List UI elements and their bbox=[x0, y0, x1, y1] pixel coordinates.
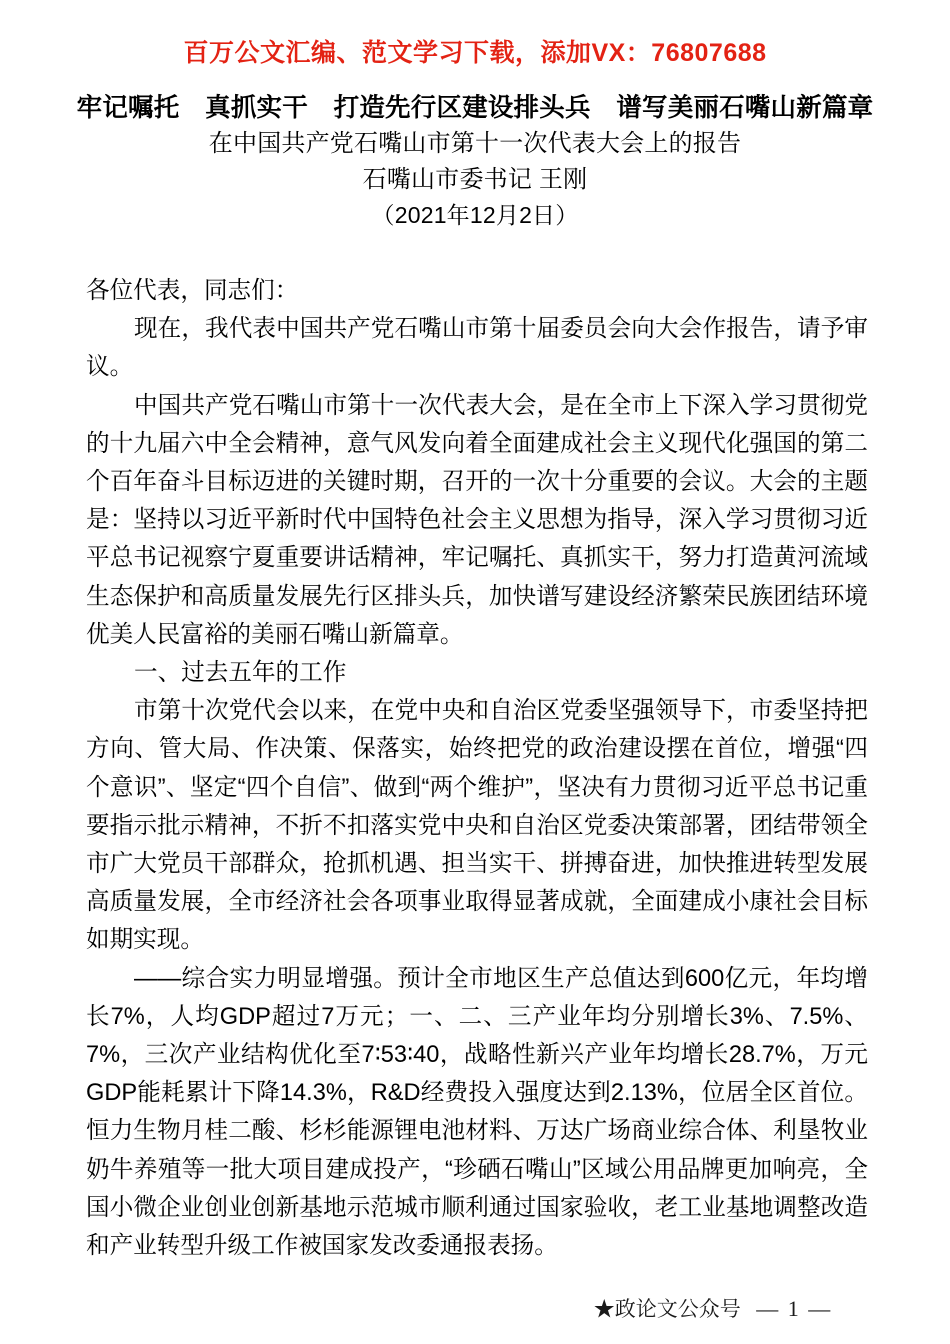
body-paragraph: 市第十次党代会以来，在党中央和自治区党委坚强领导下，市委坚持把方向、管大局、作决策、保落实，始终把党的政治建设摆在首位，增强“四个意识”、坚定“四个自信”、做到“两个维护”，坚决有力贯彻习近平总书记重要指示批示精神，不折不扣落实党中央和自治区党委决策部署，团结带领全市广大党员干部群众，抢抓机遇、担当实干、拼搏奋进，加快推进转型发展高质量发展，全市经济社会各项事业取得显著成就，全面建成小康社会目标如期实现。 bbox=[86, 698, 868, 954]
body-paragraph: 中国共产党石嘴山市第十一次代表大会，是在全市上下深入学习贯彻党的十九届六中全会精神，意气风发向着全面建成社会主义现代化强国的第二个百年奋斗目标迈进的关键时期，召开的一次十分重要的会议。大会的主题是：坚持以习近平新时代中国特色社会主义思想为指导，深入学习贯彻习近平总书记视察宁夏重要讲话精神，牢记嘱托、真抓实干，努力打造黄河流域生态保护和高质量发展先行区排头兵，加快谱写建设经济繁荣民族团结环境优美人民富裕的美丽石嘴山新篇章。 bbox=[86, 392, 868, 648]
page-footer bbox=[0, 1296, 950, 1322]
page-number: — 1 — bbox=[756, 1296, 833, 1321]
title-block bbox=[0, 90, 950, 234]
section-heading: 一、过去五年的工作 bbox=[134, 660, 347, 687]
body-paragraph: 现在，我代表中国共产党石嘴山市第十届委员会向大会作报告，请予审议。 bbox=[86, 316, 868, 381]
footer-watermark: ★政论文公众号 bbox=[593, 1297, 741, 1321]
salutation: 各位代表，同志们： bbox=[86, 278, 299, 304]
document-title: 牢记嘱托 真抓实干 打造先行区建设排头兵 谱写美丽石嘴山新篇章 bbox=[76, 94, 874, 122]
promo-banner-text: 百万公文汇编、范文学习下载，添加VX：76807688 bbox=[183, 39, 767, 67]
footer-inner bbox=[594, 1296, 833, 1322]
document-subtitle: 在中国共产党石嘴山市第十一次代表大会上的报告 bbox=[208, 130, 742, 157]
document-date: （2021年12月2日） bbox=[371, 202, 579, 228]
document-body bbox=[86, 272, 868, 1265]
document-author: 石嘴山市委书记 王刚 bbox=[362, 166, 588, 193]
body-paragraph: ——综合实力明显增强。预计全市地区生产总值达到600亿元，年均增长7%，人均GDP超过7万元；一、二、三产业年均分别增长3%、7.5%、7%，三次产业结构优化至7∶53∶40，战略性新兴产业年均增长28.7%，万元GDP能耗累计下降14.3%，R&D经费投入强度达到2.13%，位居全区首位。恒力生物月桂二酸、杉杉能源锂电池材料、万达广场商业综合体、利垦牧业奶牛养殖等一批大项目建成投产，“珍硒石嘴山”区域公用品牌更加响亮，全国小微企业创业创新基地示范城市顺利通过国家验收，老工业基地调整改造和产业转型升级工作被国家发改委通报表扬。 bbox=[86, 965, 868, 1260]
